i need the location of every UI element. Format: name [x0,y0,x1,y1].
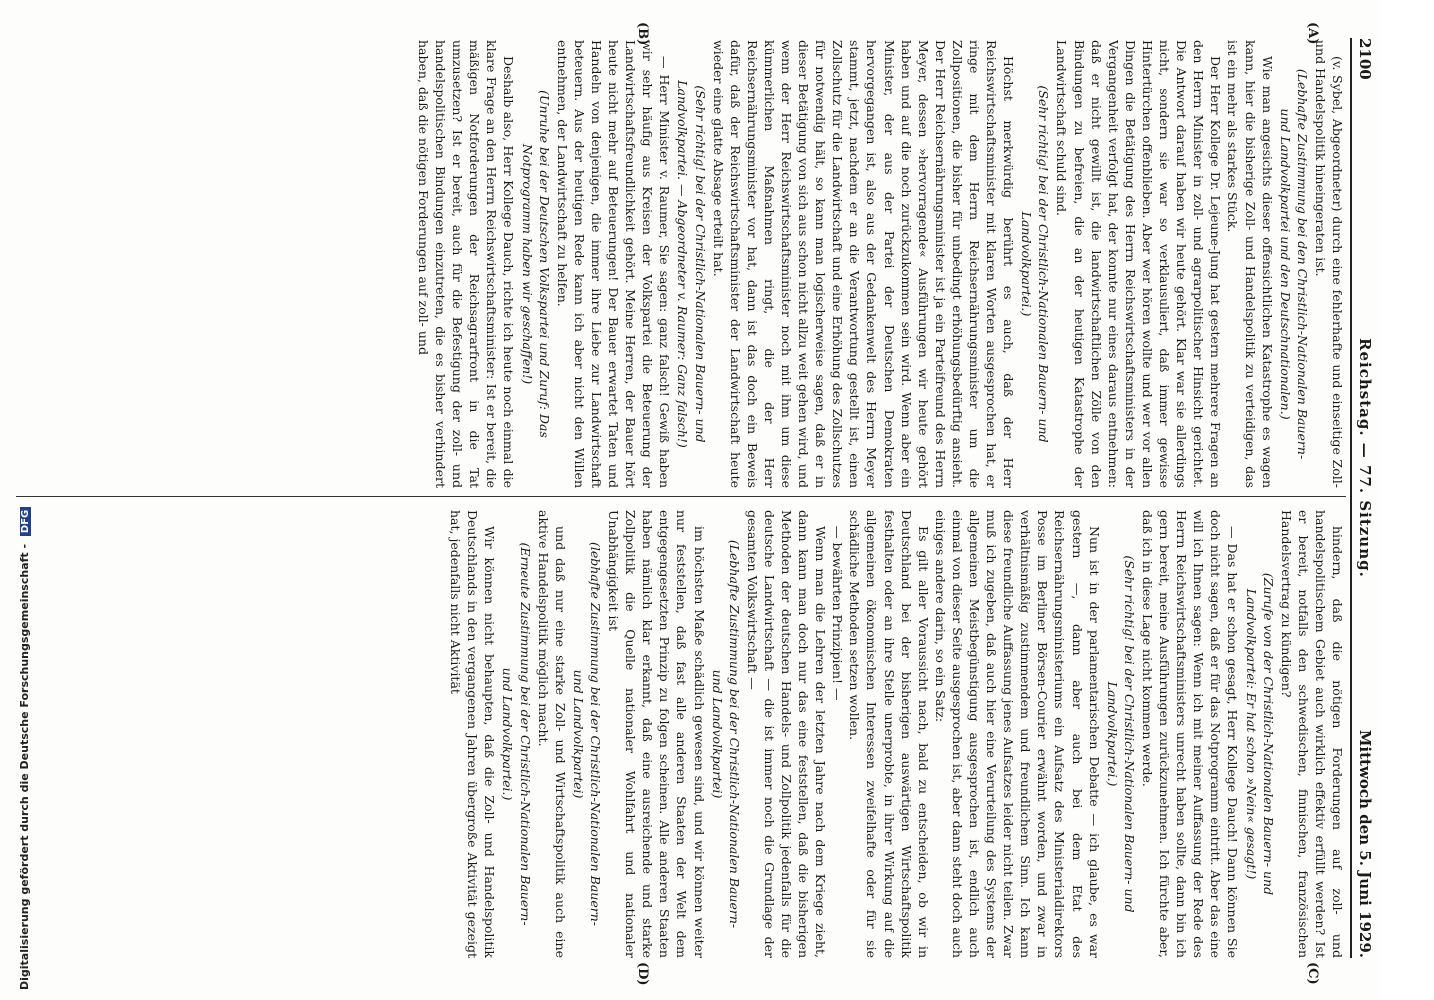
margin-mark-b: (B) [635,22,650,46]
header-rule [1350,38,1352,958]
dfg-logo: DFG [20,507,31,536]
page-date: Mittwoch den 5. Juni 1929. [1356,729,1374,958]
left-column-interjection: (Unruhe bei der Deutschen Volkspartei und Zuruf: Das Notprogramm haben wir geschaffen!) [519,90,552,438]
right-column-paragraph: Wir können nicht behaupten, daß die Zoll- und Handelspolitik Deutschlands in den vergangenen Jahren übergroße Aktivität gezeigt hat, jedenfalls nicht Aktivität [448,510,498,958]
page-number: 2100 [1356,38,1374,80]
margin-mark-d: (D) [635,962,650,986]
left-column-paragraph: Der Herr Kollege Dr. Lejeune-Jung hat gestern mehrere Fragen an den Herrn Minister in zoll- und agrarpolitischer Hinsicht gerichtet. Die Antwort darauf haben wir heute gehört. Klar war sie allerdings nicht, sondern sie war so verklausuliert, daß immer gewisse Hintertürchen offenblieben. Aber wer hören wollte und wer vor allen Dingen die Betätigung des Herrn Reichswirtschaftsministers in der Vergangenheit verfolgt hat, der konnte nur eines daraus entnehmen: daß er nicht gewillt ist, die landwirtschaftlichen Zölle von den Bindungen zu befreien, die an der heutigen Katastrophe der Landwirtschaft schuld sind. [1054,40,1224,488]
left-column-paragraph: Wie man angesichts dieser offensichtlichen Katastrophe es wagen kann, hier die bisherige Zoll- und Handelspolitik zu verteidigen, das ist ein mehr als starkes Stück. [1225,40,1275,488]
footer-strip [0,0,31,1000]
page-title: Reichstag. — 77. Sitzung. [1356,338,1374,578]
right-column-interjection: (Sehr richtig! bei der Christlich-Nationalen Bauern- und Landvolkpartei.) [1104,555,1137,913]
left-column-interjection: (Sehr richtig! bei der Christlich-Nationalen Bauern- und Landvolkpartei. — Abgeordneter v. Raumer: Ganz falsch!) [675,80,708,448]
right-column-paragraph: hindern, daß die nötigen Forderungen auf zoll- und handelspolitischem Gebiet auch wirklich effektiv erfüllt werden? Ist er bereit, notfalls den schwedischen, finnischen, französischen Handelsvertrag zu kündigen? [1278,510,1345,958]
footer-text: Digitalisierung gefördert durch die Deutsche Forschungsgemeinschaft - [18,543,31,990]
left-column-paragraph: Höchst merkwürdig berührt es auch, daß der Herr Reichswirtschaftsminister mit klaren Worten ausgesprochen hat, er ringe mit dem Herrn Reichsernährungsminister um die Zollpositionen, die bisher für unbedingt erhöhungsbedürftig ansieht. Der Herr Reichsernährungsminister ist ja ein Parteifreund des Herrn Meyer, dessen »hervorragende« Ausführungen wir heute gehört haben und auf die noch zurückzukommen sein wird. Wenn aber ein Minister, der aus der Partei der Deutschen Demokraten hervorgegangen ist, also aus der Gedankenwelt des Herrn Meyer stammt, jetzt, nachdem er an die Verantwortung gestellt ist, einen Zollschutz für die Landwirtschaft und eine Erhöhung des Zollschutzes für notwendig hält, so kann man logischerweise sagen, daß er in dieser Betätigung von sich aus schon nicht allzu weit gehen wird, und wenn der Herr Reichswirtschaftsminister noch mit ihm um diese kümmerlichen Maßnahmen ringt, die der Herr Reichsernährungsminister vor hat, dann ist das doch ein Beweis dafür, daß der Reichswirtschaftsminister der Landwirtschaft heute wieder eine glatte Absage erteilt hat. [710,40,1017,488]
page-header [1352,38,1374,958]
right-column-paragraph: — bewährten Prinzipien! — [830,526,846,701]
right-column-interjection: (Zurufe von der Christlich-Nationalen Bauern- und Landvolkpartei: Er hat schon »Nein« gesagt!) [1243,572,1276,896]
left-column-interjection: (Lebhafte Zustimmung bei den Christlich-Nationalen Bauern- und Landvolkpartei und den Deutschnationalen.) [1277,68,1310,460]
left-column-interjection: (Sehr richtig! bei der Christlich-Nationalen Bauern- und Landvolkpartei.) [1019,85,1052,443]
left-column-paragraph: — Herr Minister v. Raumer, Sie sagen: ganz falsch! Gewiß haben wir sehr häufig aus Kreisen der Volkspartei die Beteuerung der Landwirtschaftsfreundlichkeit gehört. Meine Herren, der Bauer hört heute nicht mehr auf Beteuerungen! Der Bauer erwartet Taten und Handeln von denjenigen, die immer ihre Liebe zur Landwirtschaft beteuern. Aus der heutigen Rede kann ich aber nicht den Willen entnehmen, der Landwirtschaft zu helfen. [554,40,673,488]
left-column-paragraph: (v. Sybel, Abgeordneter) durch eine fehlerhafte und einseitige Zoll- und Handelspolitik hineingeraten ist. [1312,40,1345,488]
right-column-paragraph: — Das hat er schon gesagt, Herr Kollege Dauch! Dann können Sie doch nicht sagen, daß er für das Notprogramm eintritt. Aber das eine will ich Ihnen sagen: Wenn ich mit meiner Auffassung der Rede des Herrn Reichswirtschaftsministers unrecht haben sollte, dann bin ich gern bereit, meine Ausführungen zurückzunehmen. Ich fürchte aber, daß ich in diese Lage nicht kommen werde. [1139,510,1241,958]
right-column-interjection: (lebhafte Zustimmung bei der Christlich-Nationalen Bauern- und Landvolkpartei) [570,542,603,926]
right-column [16,510,1346,958]
left-column-paragraph: Deshalb also, Herr Kollege Dauch, richte ich heute noch einmal die klare Frage an den Herrn Reichswirtschaftsminister: Ist er bereit, die mäßigen Notforderungen der Reichsagrarfront in die Tat umzusetzen? Ist er bereit, auch für die Befestigung der zoll- und handelspolitischen Bindungen einzutreten, die es bisher verhindert haben, daß die nötigen Forderungen auf zoll- und [416,40,517,488]
right-column-paragraph: Nun ist in der parlamentarischen Debatte — ich glaube, es war gestern —, dann aber auch bei dem Etat des Reichsernährungsministeriums ein Aufsatz des Ministerialdirektors Posse im Berliner Börsen-Courier erwähnt worden, und zwar in verhältnismäßig zustimmendem und freundlichem Sinn. Ich kann diese freundliche Auffassung jenes Aufsatzes leider nicht teilen. Zwar muß ich zugeben, daß auch hier eine Verurteilung des Systems der allgemeinen Meistbegünstigung ausgesprochen ist, endlich auch einmal von dieser Seite ausgesprochen ist, aber dann steht doch auch einiges andere darin, so ein Satz: [932,510,1102,958]
right-column-paragraph: und daß nur eine starke Zoll- und Wirtschaftspolitik auch eine aktive Handelspolitik möglich macht. [535,510,568,958]
right-column-paragraph: Wenn man die Lehren der letzten Jahre nach dem Kriege zieht, dann kann man doch nur das eine feststellen, daß die bisherigen Methoden der deutschen Handels- und Zollpolitik jedenfalls für die deutsche Landwirtschaft — die ist immer noch die Grundlage der gesamten Volkswirtschaft — [744,510,829,958]
margin-mark-a: (A) [1305,22,1320,45]
right-column-interjection: (Lebhafte Zustimmung bei der Christlich-Nationalen Bauern- und Landvolkpartei) [709,539,742,929]
right-column-paragraph: im höchsten Maße schädlich gewesen sind, und wir können weiter nur feststellen, daß fast alle anderen Staaten der Welt dem entgegengesetzten Prinzip zu folgen scheinen. Alle anderen Staaten haben nämlich klar erkannt, daß eine ausreichende und starke Zollpolitik die Quelle nationaler Wohlfahrt und nationaler Unabhängigkeit ist [606,510,707,958]
left-column [16,40,1346,488]
column-divider [16,496,1346,497]
right-column-interjection: (Erneute Zustimmung bei der Christlich-Nationalen Bauern- und Landvolkpartei.) [500,542,533,926]
margin-mark-c: (C) [1305,962,1320,985]
right-column-paragraph: Es gilt aller Voraussicht nach, bald zu entscheiden, ob wir in Deutschland bei der bisherigen auswärtigen Wirtschaftspolitik festhalten oder an ihre Stelle unerprobte, in ihrer Wirkung auf die allgemeinen ökonomischen Interessen zweifelhafte oder für sie schädliche Methoden setzen wollen. [847,510,931,958]
